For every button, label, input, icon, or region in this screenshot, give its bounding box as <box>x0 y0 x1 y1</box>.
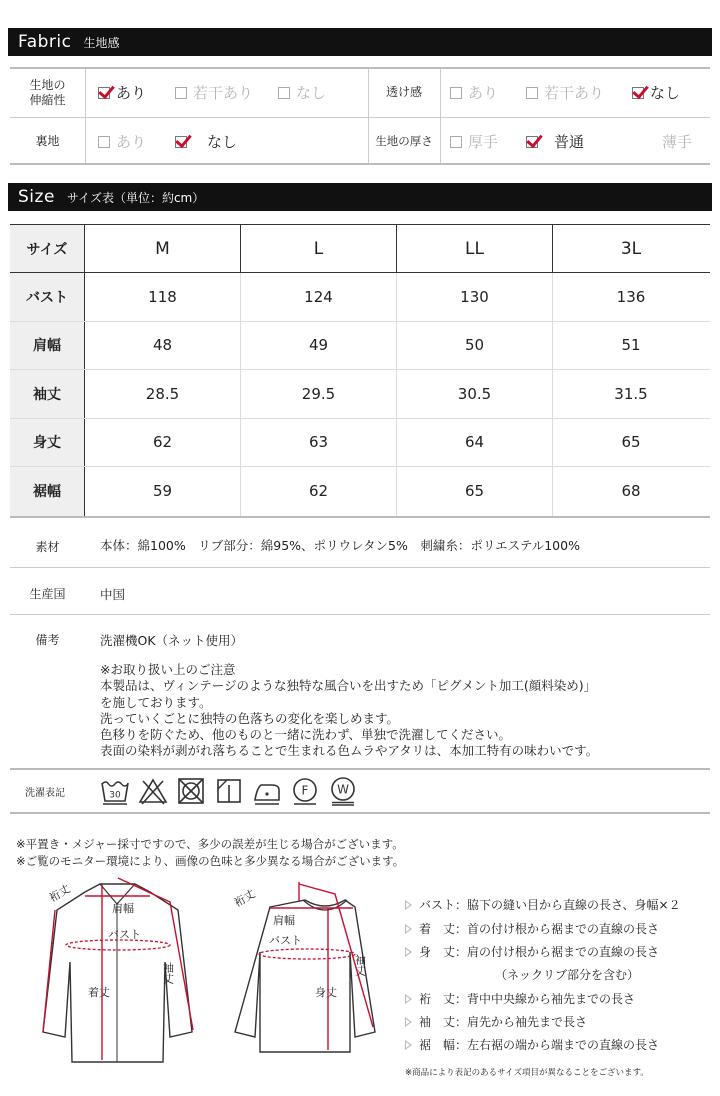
triangle-bullet-icon <box>405 994 412 1004</box>
note-line: 洗っていくごとに独特の色落ちの変化を楽しめます。 <box>100 710 400 726</box>
info-table <box>10 516 710 771</box>
table-cell: 63 <box>241 419 397 467</box>
table-cell: 136 <box>616 287 646 306</box>
thickness-option-thick: 厚手 <box>450 118 498 165</box>
diagram-label-sodetake: 袖丈 <box>161 962 175 984</box>
note-line: 色移りを防ぐため、他のものと一緒に洗わず、単独で洗濯してください。 <box>100 727 512 743</box>
table-cell: 62 <box>85 419 241 467</box>
wash-30-icon <box>100 776 130 806</box>
fabric-table <box>10 67 710 165</box>
row-label: バスト <box>10 273 85 321</box>
table-row <box>10 322 710 371</box>
measure-bust: バスト：脇下の縫い目から直線の長さ、身幅×２ <box>405 896 681 913</box>
origin-row <box>10 568 710 615</box>
checkbox-icon <box>278 87 290 99</box>
fabric-subtitle: 生地感 <box>83 35 120 50</box>
table-cell: 118 <box>85 273 241 321</box>
triangle-bullet-icon <box>405 924 412 934</box>
origin-value: 中国 <box>100 587 126 602</box>
disclaimer-1: ※平置き・メジャー採寸ですので、多少の誤差が生じる場合がございます。 <box>16 837 404 851</box>
fabric-row-1 <box>10 69 710 116</box>
size-header-l: L <box>241 225 397 272</box>
note-line: 本製品は、ヴィンテージのような独特な風合いを出すため「ピグメント加工(顔料染め)」 <box>100 678 597 694</box>
size-section-header <box>8 183 712 211</box>
origin-label: 生産国 <box>29 587 66 601</box>
remarks-value: 洗濯機OK（ネット使用） <box>100 633 244 648</box>
stretch-option-slight: 若干あり <box>175 69 253 116</box>
table-cell: 28.5 <box>85 370 241 418</box>
table-cell: 124 <box>241 273 397 321</box>
size-header-3l: 3L <box>620 238 642 259</box>
fabric-title: Fabric <box>18 32 72 52</box>
sheer-option-no: なし <box>632 69 680 116</box>
table-cell: 50 <box>397 322 553 370</box>
wash-row <box>10 768 710 814</box>
table-cell: 59 <box>85 467 241 516</box>
diagram-label-kitake: 着丈 <box>88 986 110 999</box>
diagram-label-bust: バスト <box>269 934 302 947</box>
lining-option-yes: あり <box>98 118 146 165</box>
bottom-note: ※商品により表記のあるサイズ項目が異なることをございます。 <box>405 1068 649 1078</box>
checkbox-icon <box>98 136 110 148</box>
fabric-row-2 <box>10 117 710 164</box>
stretch-option-no: なし <box>278 69 326 116</box>
diagram-label-bust: バスト <box>108 928 141 941</box>
triangle-bullet-icon <box>405 1017 412 1027</box>
row-label: 袖丈 <box>10 370 85 418</box>
diagram-label-yuki: 裄丈 <box>47 882 73 905</box>
remarks-value-block <box>85 615 710 771</box>
triangle-bullet-icon <box>405 947 412 957</box>
measure-kitake: 着 丈：首の付け根から裾までの直線の長さ <box>405 920 659 937</box>
row-label: 身丈 <box>10 419 85 467</box>
disclaimer-2: ※ご覧のモニター環境により、画像の色味と多少異なる場合がございます。 <box>16 854 405 868</box>
checkbox-checked-icon <box>526 136 538 148</box>
table-row <box>10 273 710 322</box>
size-table <box>10 224 710 517</box>
sheer-option-yes: あり <box>450 69 498 116</box>
sheer-option-slight: 若干あり <box>526 69 604 116</box>
stretch-label: 生地の 伸縮性 <box>29 77 66 107</box>
table-cell: 130 <box>397 273 553 321</box>
dry-clean-f-icon <box>290 776 320 806</box>
table-cell: 51 <box>621 336 641 355</box>
diagram-label-sodetake: 袖丈 <box>353 954 367 976</box>
svg-text:W: W <box>337 782 349 797</box>
table-cell: 65 <box>397 467 553 516</box>
checkbox-icon <box>450 136 462 148</box>
table-cell: 29.5 <box>241 370 397 418</box>
row-label: 裾幅 <box>10 467 85 516</box>
diagram-label-katahaba: 肩幅 <box>273 914 295 927</box>
measure-mitake: 身 丈：肩の付け根から裾までの直線の長さ <box>405 943 659 960</box>
note-line: を施しております。 <box>100 694 212 710</box>
checkbox-checked-icon <box>632 87 644 99</box>
svg-text:30: 30 <box>109 790 121 801</box>
measure-yuki: 裄 丈：背中中央線から袖先までの長さ <box>405 990 635 1007</box>
checkbox-icon <box>526 87 538 99</box>
remarks-label: 備考 <box>35 633 60 647</box>
measure-susohaba: 裾 幅：左右裾の端から端までの直線の長さ <box>405 1036 659 1053</box>
size-header-m: M <box>85 225 241 272</box>
care-notes <box>100 662 710 760</box>
table-cell: 65 <box>621 433 641 452</box>
size-subtitle: サイズ表（単位：約cm） <box>66 190 205 205</box>
checkbox-icon <box>175 87 187 99</box>
jacket-diagram <box>30 872 210 1072</box>
lining-option-no: なし <box>175 118 237 165</box>
wash-label: 洗濯表記 <box>25 787 65 799</box>
table-cell: 49 <box>241 322 397 370</box>
size-table-header-row <box>10 225 710 273</box>
remarks-row <box>10 615 710 771</box>
thickness-option-thin: 薄手 <box>662 133 693 151</box>
checkbox-checked-icon <box>175 136 187 148</box>
material-label: 素材 <box>35 540 60 554</box>
checkbox-icon <box>450 87 462 99</box>
table-cell: 62 <box>241 467 397 516</box>
table-cell: 31.5 <box>614 384 648 403</box>
thickness-option-normal: 普通 <box>526 118 584 165</box>
note-line: ※お取り扱い上のご注意 <box>100 662 236 677</box>
line-dry-shade-icon <box>214 776 244 806</box>
size-header-label: サイズ <box>10 225 85 272</box>
svg-text:F: F <box>301 783 309 798</box>
sheer-label: 透け感 <box>385 85 422 99</box>
no-tumble-dry-icon <box>176 776 206 806</box>
wet-clean-w-icon <box>328 776 358 806</box>
fabric-section-header <box>8 28 712 56</box>
size-title: Size <box>18 187 55 207</box>
triangle-bullet-icon <box>405 1040 412 1050</box>
table-row <box>10 419 710 468</box>
thickness-label: 生地の厚さ <box>375 134 433 148</box>
table-row <box>10 370 710 419</box>
diagram-label-katahaba: 肩幅 <box>112 902 134 915</box>
tshirt-diagram <box>225 872 405 1072</box>
table-cell: 30.5 <box>397 370 553 418</box>
table-row <box>10 467 710 516</box>
checkbox-checked-icon <box>98 87 110 99</box>
material-value: 本体：綿100% リブ部分：綿95%、ポリウレタン5% 刺繍糸：ポリエステル100% <box>100 538 580 553</box>
diagram-label-yuki: 裄丈 <box>232 887 258 910</box>
table-cell: 68 <box>621 482 641 501</box>
no-bleach-icon <box>138 776 168 806</box>
note-line: 表面の染料が剥がれ落ちることで生まれる色ムラやアタリは、本加工特有の味わいです。 <box>100 743 599 759</box>
table-cell: 48 <box>85 322 241 370</box>
lining-label: 裏地 <box>35 134 60 148</box>
material-row <box>10 518 710 568</box>
diagram-label-mitake: 身丈 <box>315 986 337 999</box>
stretch-option-yes: あり <box>98 69 146 116</box>
row-label: 肩幅 <box>10 322 85 370</box>
triangle-bullet-icon <box>405 900 412 910</box>
measure-sodetake: 袖 丈：肩先から袖先まで長さ <box>405 1013 587 1030</box>
measure-mitake-note: （ネックリブ部分を含む） <box>495 968 640 982</box>
iron-low-icon <box>252 776 282 806</box>
table-cell: 64 <box>397 419 553 467</box>
size-header-ll: LL <box>397 225 553 272</box>
